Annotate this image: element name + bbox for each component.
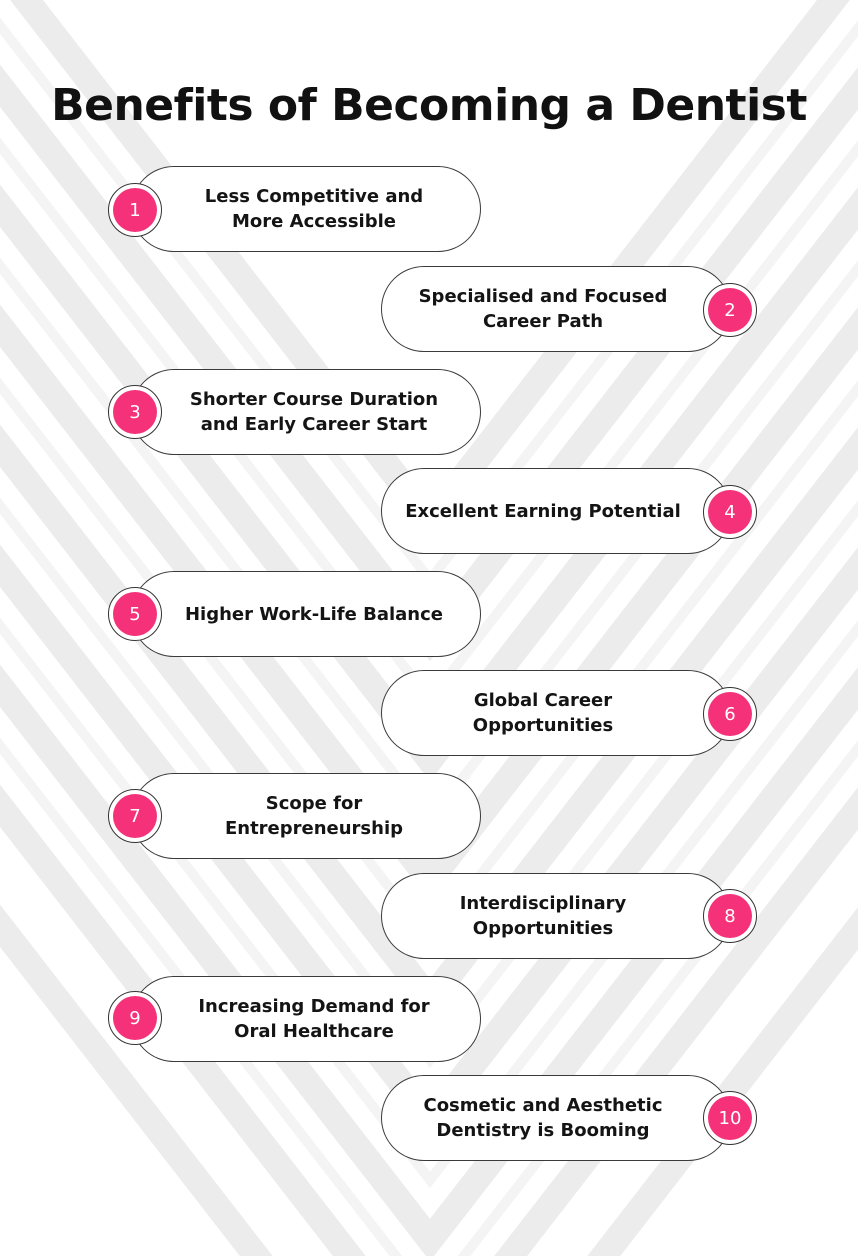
badge-number: 8 bbox=[708, 894, 752, 938]
benefit-item-9 bbox=[131, 976, 481, 1062]
number-badge-6 bbox=[703, 687, 757, 741]
badge-number: 3 bbox=[113, 390, 157, 434]
benefit-label: Global Career Opportunities bbox=[472, 690, 614, 736]
badge-number: 5 bbox=[113, 592, 157, 636]
number-badge-4 bbox=[703, 485, 757, 539]
number-badge-3 bbox=[108, 385, 162, 439]
benefit-item-2 bbox=[381, 266, 731, 352]
benefit-label: Specialised and Focused Career Path bbox=[418, 286, 668, 332]
badge-number: 6 bbox=[708, 692, 752, 736]
number-badge-1 bbox=[108, 183, 162, 237]
badge-number: 10 bbox=[708, 1096, 752, 1140]
badge-number: 7 bbox=[113, 794, 157, 838]
benefit-item-7 bbox=[131, 773, 481, 859]
benefit-label: Higher Work-Life Balance bbox=[184, 603, 443, 625]
benefit-item-8 bbox=[381, 873, 731, 959]
page-title: Benefits of Becoming a Dentist bbox=[51, 80, 807, 131]
benefit-item-6 bbox=[381, 670, 731, 756]
badge-number: 4 bbox=[708, 490, 752, 534]
benefit-label: Less Competitive and More Accessible bbox=[204, 186, 424, 232]
number-badge-2 bbox=[703, 283, 757, 337]
benefit-label: Shorter Course Duration and Early Career Start bbox=[189, 389, 439, 435]
benefit-item-1 bbox=[131, 166, 481, 252]
badge-number: 2 bbox=[708, 288, 752, 332]
benefit-label: Cosmetic and Aesthetic Dentistry is Booming bbox=[423, 1095, 663, 1141]
number-badge-8 bbox=[703, 889, 757, 943]
benefit-label: Interdisciplinary Opportunities bbox=[459, 893, 627, 939]
benefit-item-10 bbox=[381, 1075, 731, 1161]
badge-number: 1 bbox=[113, 188, 157, 232]
benefit-label: Excellent Earning Potential bbox=[405, 500, 681, 522]
number-badge-10 bbox=[703, 1091, 757, 1145]
badge-number: 9 bbox=[113, 996, 157, 1040]
number-badge-7 bbox=[108, 789, 162, 843]
number-badge-5 bbox=[108, 587, 162, 641]
number-badge-9 bbox=[108, 991, 162, 1045]
benefit-item-5 bbox=[131, 571, 481, 657]
benefit-label: Increasing Demand for Oral Healthcare bbox=[198, 996, 430, 1042]
benefit-item-3 bbox=[131, 369, 481, 455]
benefit-label: Scope for Entrepreneurship bbox=[224, 793, 404, 839]
benefit-item-4 bbox=[381, 468, 731, 554]
